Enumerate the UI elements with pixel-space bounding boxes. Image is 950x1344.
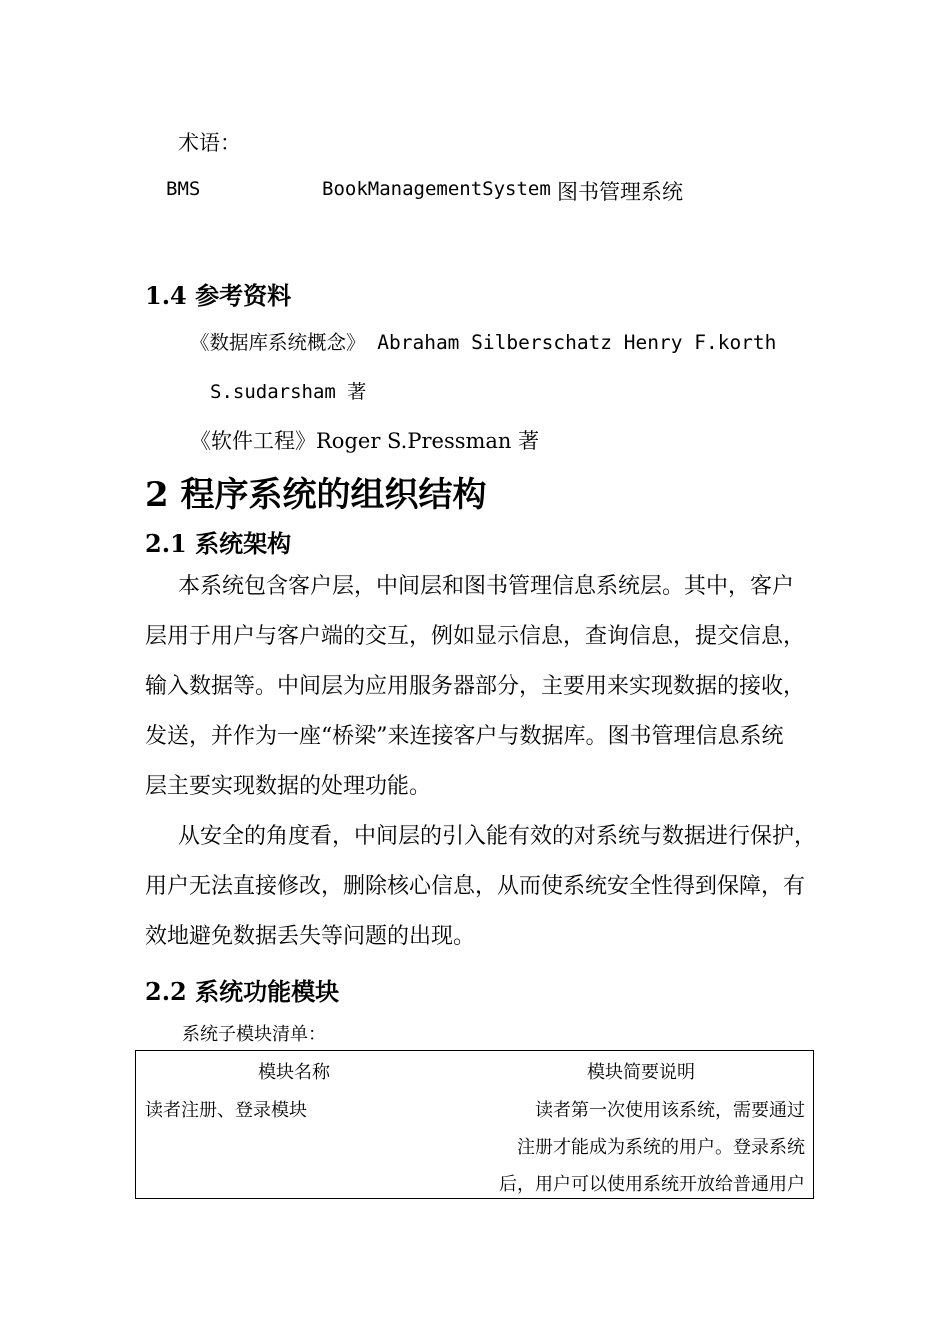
paragraph-2-line: 用户无法直接修改，删除核心信息，从而使系统安全性得到保障，有 — [145, 874, 806, 899]
term-meaning: 图书管理系统 — [557, 180, 683, 204]
section-1-4-heading: 1.4 参考资料 — [145, 281, 292, 310]
paragraph-1-line: 层用于用户与客户端的交互，例如显示信息，查询信息，提交信息， — [145, 624, 806, 649]
term-full-name: BookManagementSystem — [322, 178, 551, 200]
table-cell-module-name: 读者注册、登录模块 — [145, 1100, 307, 1121]
module-table — [135, 1050, 814, 1199]
chapter-2-heading: 2 程序系统的组织结构 — [145, 475, 487, 515]
reference-1-line-1: 《数据库系统概念》 Abraham Silberschatz Henry F.korth — [190, 331, 777, 354]
paragraph-1-line: 输入数据等。中间层为应用服务器部分，主要用来实现数据的接收， — [145, 674, 806, 699]
paragraph-1-line: 层主要实现数据的处理功能。 — [145, 774, 432, 799]
term-abbr: BMS — [166, 178, 201, 200]
paragraph-1-line: 本系统包含客户层，中间层和图书管理信息系统层。其中，客户 — [178, 574, 795, 599]
table-header-module-name: 模块名称 — [258, 1062, 330, 1083]
table-cell-module-desc-line: 读者第一次使用该系统，需要通过 — [535, 1100, 805, 1121]
paragraph-2-line: 从安全的角度看，中间层的引入能有效的对系统与数据进行保护， — [178, 824, 817, 849]
reference-1-line-2: S.sudarsham 著 — [210, 381, 367, 403]
section-2-2-heading: 2.2 系统功能模块 — [145, 977, 340, 1006]
table-cell-module-desc-line: 后，用户可以使用系统开放给普通用户 — [499, 1174, 805, 1195]
table-cell-module-desc-line: 注册才能成为系统的用户。登录系统 — [517, 1137, 805, 1158]
module-list-caption: 系统子模块清单： — [182, 1024, 326, 1045]
paragraph-2-line: 效地避免数据丢失等问题的出现。 — [145, 924, 476, 949]
terms-label: 术语： — [178, 131, 241, 155]
paragraph-1-line: 发送，并作为一座“桥梁”来连接客户与数据库。图书管理信息系统 — [145, 724, 784, 749]
table-header-module-desc: 模块简要说明 — [587, 1062, 695, 1083]
reference-2: 《软件工程》Roger S.Pressman 著 — [190, 429, 540, 453]
section-2-1-heading: 2.1 系统架构 — [145, 529, 292, 558]
